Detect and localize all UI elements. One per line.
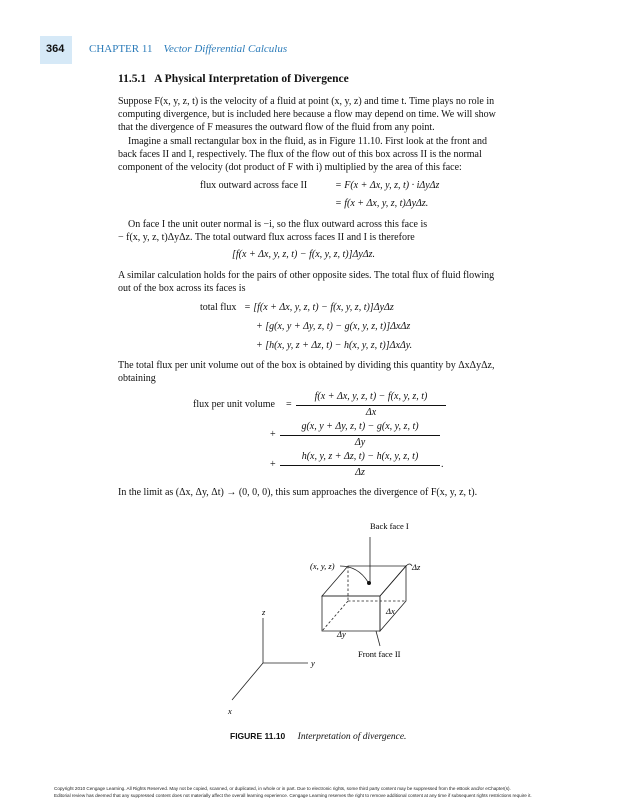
eq3-row2: + [g(x, y + Δy, z, t) − g(x, y, z, t)]ΔxΔz xyxy=(256,321,411,332)
eq4-denominator-1: Δx xyxy=(365,407,377,418)
back-face-label: Back face I xyxy=(370,521,409,531)
eq4-lhs: flux per unit volume xyxy=(193,399,275,410)
eq3-lhs: total flux xyxy=(200,302,237,313)
point-marker xyxy=(367,581,371,585)
dy-label: Δy xyxy=(337,629,346,639)
eq1-row1: = F(x + Δx, y, z, t) · iΔyΔz xyxy=(335,180,440,191)
text-line: On face I the unit outer normal is −i, so the flux outward across this face is xyxy=(128,219,428,230)
dx-label: Δx xyxy=(386,606,395,616)
eq4-plus-1: + xyxy=(270,429,276,440)
text-line: Imagine a small rectangular box in the fluid, as in Figure 11.10. First look at the front and xyxy=(128,136,487,147)
eq4-numerator-3: h(x, y, z + Δz, t) − h(x, y, z, t) xyxy=(301,451,419,462)
page-number: 364 xyxy=(46,43,65,55)
eq4-denominator-3: Δz xyxy=(355,467,365,478)
eq2: [f(x + Δx, y, z, t) − f(x, y, z, t)]ΔyΔz. xyxy=(232,249,376,260)
dz-label: Δz xyxy=(412,562,421,572)
text-line: computing divergence, but is included here because a flow may depend on time. We will show xyxy=(118,109,496,121)
x-axis-label: x xyxy=(228,706,232,716)
text-line: The total flux per unit volume out of the box is obtained by dividing this quantity by ΔxΔyΔz, xyxy=(118,360,495,371)
box-hidden-edges xyxy=(322,566,406,631)
point-label: (x, y, z) xyxy=(310,561,335,571)
y-axis-label: y xyxy=(311,658,315,668)
figure-caption xyxy=(230,731,406,742)
text-line: Suppose F(x, y, z, t) is the velocity of a fluid at point (x, y, z) and time t. Time plays no role in xyxy=(118,96,495,107)
text-line: back faces II and I, respectively. The flux of the flow out of this box across II is the normal xyxy=(118,149,482,161)
text-line: A similar calculation holds for the pairs of other opposite sides. The total flux of fluid flowing xyxy=(118,270,495,281)
section-heading: A Physical Interpretation of Divergence xyxy=(154,73,349,85)
eq4-equals: = xyxy=(286,399,292,410)
text-line: obtaining xyxy=(118,373,156,385)
text-line: out of the box across its faces is xyxy=(118,283,246,295)
x-axis xyxy=(232,663,263,700)
eq3-row1: = [f(x + Δx, y, z, t) − f(x, y, z, t)]ΔyΔz xyxy=(244,302,394,313)
text-line: that the divergence of F measures the outward flow of the fluid from any point. xyxy=(118,122,435,134)
chapter-label: CHAPTER 11 xyxy=(89,43,153,55)
chapter-title: Vector Differential Calculus xyxy=(163,43,288,55)
eq3-row3: + [h(x, y, z + Δz, t) − h(x, y, z, t)]ΔxΔy. xyxy=(256,340,413,351)
box-side-face xyxy=(380,566,406,631)
z-axis-label: z xyxy=(262,607,266,617)
eq4-plus-2: + xyxy=(270,459,276,470)
text-line: − f(x, y, z, t)ΔyΔz. The total outward flux across faces II and I is therefore xyxy=(118,232,415,244)
text-line: component of the velocity (dot product of F with i) multiplied by the area of this face: xyxy=(118,162,462,174)
point-leader xyxy=(340,566,368,582)
eq4-period: . xyxy=(441,459,444,470)
eq1-row2: = f(x + Δx, y, z, t)ΔyΔz. xyxy=(335,198,429,209)
caption-text: Interpretation of divergence. xyxy=(297,732,407,742)
text-line: In the limit as (Δx, Δy, Δt) → (0, 0, 0), this sum approaches the divergence of F(x, y, z, t). xyxy=(118,487,478,498)
copyright-line-1: Copyright 2010 Cengage Learning. All Rights Reserved. May not be copied, scanned, or duplicated, in whole or in part. Due to electronic rights, some third party content may be suppressed from the eBook and/or eChapter(s). xyxy=(54,786,511,791)
section-number: 11.5.1 xyxy=(118,73,147,85)
caption-label: FIGURE 11.10 xyxy=(230,731,286,741)
eq4-numerator-1: f(x + Δx, y, z, t) − f(x, y, z, t) xyxy=(314,391,428,402)
front-face-label: Front face II xyxy=(358,649,401,659)
eq4-numerator-2: g(x, y + Δy, z, t) − g(x, y, z, t) xyxy=(301,421,419,432)
eq4-denominator-2: Δy xyxy=(354,437,366,448)
copyright-line-2: Editorial review has deemed that any suppressed content does not materially affect the overall learning experience. Cengage Learning reserves the right to remove additional content at any time if subsequent rights restrictions require it. xyxy=(54,793,532,798)
eq1-lhs: flux outward across face II xyxy=(200,180,308,191)
front-face-leader xyxy=(376,631,380,646)
